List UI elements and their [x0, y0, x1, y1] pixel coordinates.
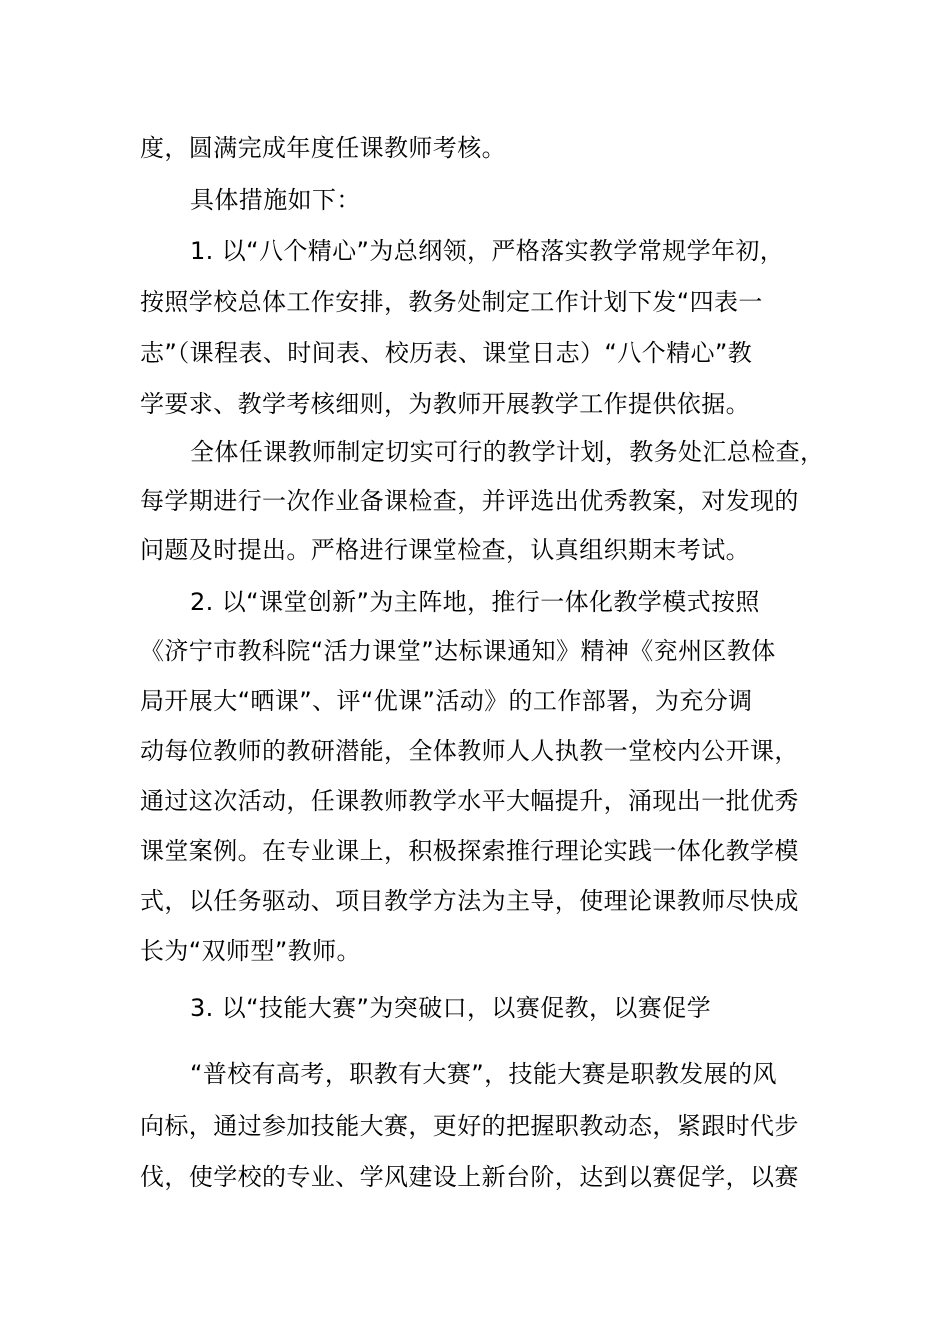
text-line: 伐，使学校的专业、学风建设上新台阶，达到以赛促学，以赛 — [140, 1163, 799, 1191]
text-line: 度，圆满完成年度任课教师考核。 — [140, 134, 506, 162]
text-line: 问题及时提出。严格进行课堂检查，认真组织期末考试。 — [140, 536, 750, 564]
text-line: 式，以任务驱动、项目教学方法为主导，使理论课教师尽快成 — [140, 887, 799, 915]
text-line: 具体措施如下： — [190, 186, 361, 214]
text-line: 《济宁市教科院“活力课堂”达标课通知》精神《兖州区教体 — [140, 637, 776, 665]
text-line: 向标，通过参加技能大赛，更好的把握职教动态，紧跟时代步 — [140, 1112, 799, 1140]
text-line: 课堂案例。在专业课上，积极探索推行理论实践一体化教学模 — [140, 837, 799, 865]
text-line: 每学期进行一次作业备课检查，并评选出优秀教案，对发现的 — [140, 487, 799, 515]
text-line: 动每位教师的教研潜能，全体教师人人执教一堂校内公开课， — [140, 737, 799, 765]
text-line: 全体任课教师制定切实可行的教学计划，教务处汇总检查， — [190, 438, 825, 466]
list-item-heading: 2. 以“课堂创新”为主阵地，推行一体化教学模式按照 — [190, 588, 760, 616]
text-line: 通过这次活动，任课教师教学水平大幅提升，涌现出一批优秀 — [140, 787, 799, 815]
text-line: 按照学校总体工作安排，教务处制定工作计划下发“四表一 — [140, 288, 763, 316]
text-line: 志”（课程表、时间表、校历表、课堂日志）“八个精心”教 — [140, 339, 753, 367]
list-item-heading: 1. 以“八个精心”为总纲领，严格落实教学常规学年初， — [190, 237, 785, 265]
text-line: 学要求、教学考核细则，为教师开展教学工作提供依据。 — [140, 390, 750, 418]
text-line: 局开展大“晒课”、评“优课”活动》的工作部署，为充分调 — [140, 687, 753, 715]
list-item-heading: 3. 以“技能大赛”为突破口，以赛促教，以赛促学 — [190, 994, 711, 1022]
text-line: “普校有高考，职教有大赛”，技能大赛是职教发展的风 — [190, 1060, 777, 1088]
text-line: 长为“双师型”教师。 — [140, 937, 361, 965]
